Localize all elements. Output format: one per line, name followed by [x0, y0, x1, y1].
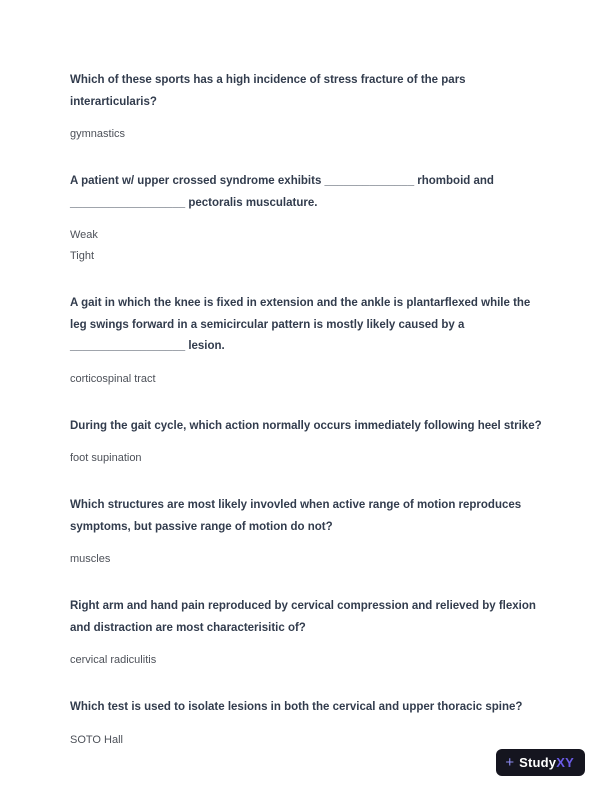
studyxy-logo — [496, 749, 585, 776]
logo-text-study: Study — [519, 755, 557, 770]
question-text: Which test is used to isolate lesions in both the cervical and upper thoracic spine? — [70, 701, 523, 713]
answer-text: Weak — [70, 229, 98, 241]
qa-item — [70, 697, 545, 751]
answer-text: Tight — [70, 250, 95, 262]
logo-text-xy: XY — [556, 755, 574, 770]
answer-text: cervical radiculitis — [70, 654, 157, 666]
answer-text: SOTO Hall — [70, 733, 123, 746]
question-text: Which structures are most likely invovled when active range of motion reproduces symptoms, but passive range of motion do not? — [70, 499, 522, 533]
question-text: Which of these sports has a high incidence of stress fracture of the pars interarticularis? — [70, 74, 466, 108]
qa-item — [70, 596, 545, 671]
question-text: A gait in which the knee is fixed in extension and the ankle is plantarflexed while the leg swings forward in a semicircular pattern is mostly likely caused by a __________________ lesion. — [70, 297, 531, 352]
qa-item — [70, 70, 545, 145]
question-text: During the gait cycle, which action normally occurs immediately following heel strike? — [70, 419, 542, 432]
qa-item — [70, 171, 545, 267]
plus-icon: + — [505, 754, 515, 771]
qa-item — [70, 495, 545, 570]
question-text: Right arm and hand pain reproduced by cervical compression and relieved by flexion and distraction are most characterisitic of? — [70, 600, 536, 634]
answer-text: foot supination — [70, 452, 142, 464]
answer-text: corticospinal tract — [70, 372, 156, 385]
qa-item — [70, 293, 545, 390]
answer-text: gymnastics — [70, 128, 126, 140]
logo-wordmark — [519, 755, 574, 770]
qa-item — [70, 416, 545, 470]
question-text: A patient w/ upper crossed syndrome exhibits ______________ rhomboid and __________________ pectoralis musculature. — [70, 175, 494, 209]
answer-text: muscles — [70, 553, 111, 565]
